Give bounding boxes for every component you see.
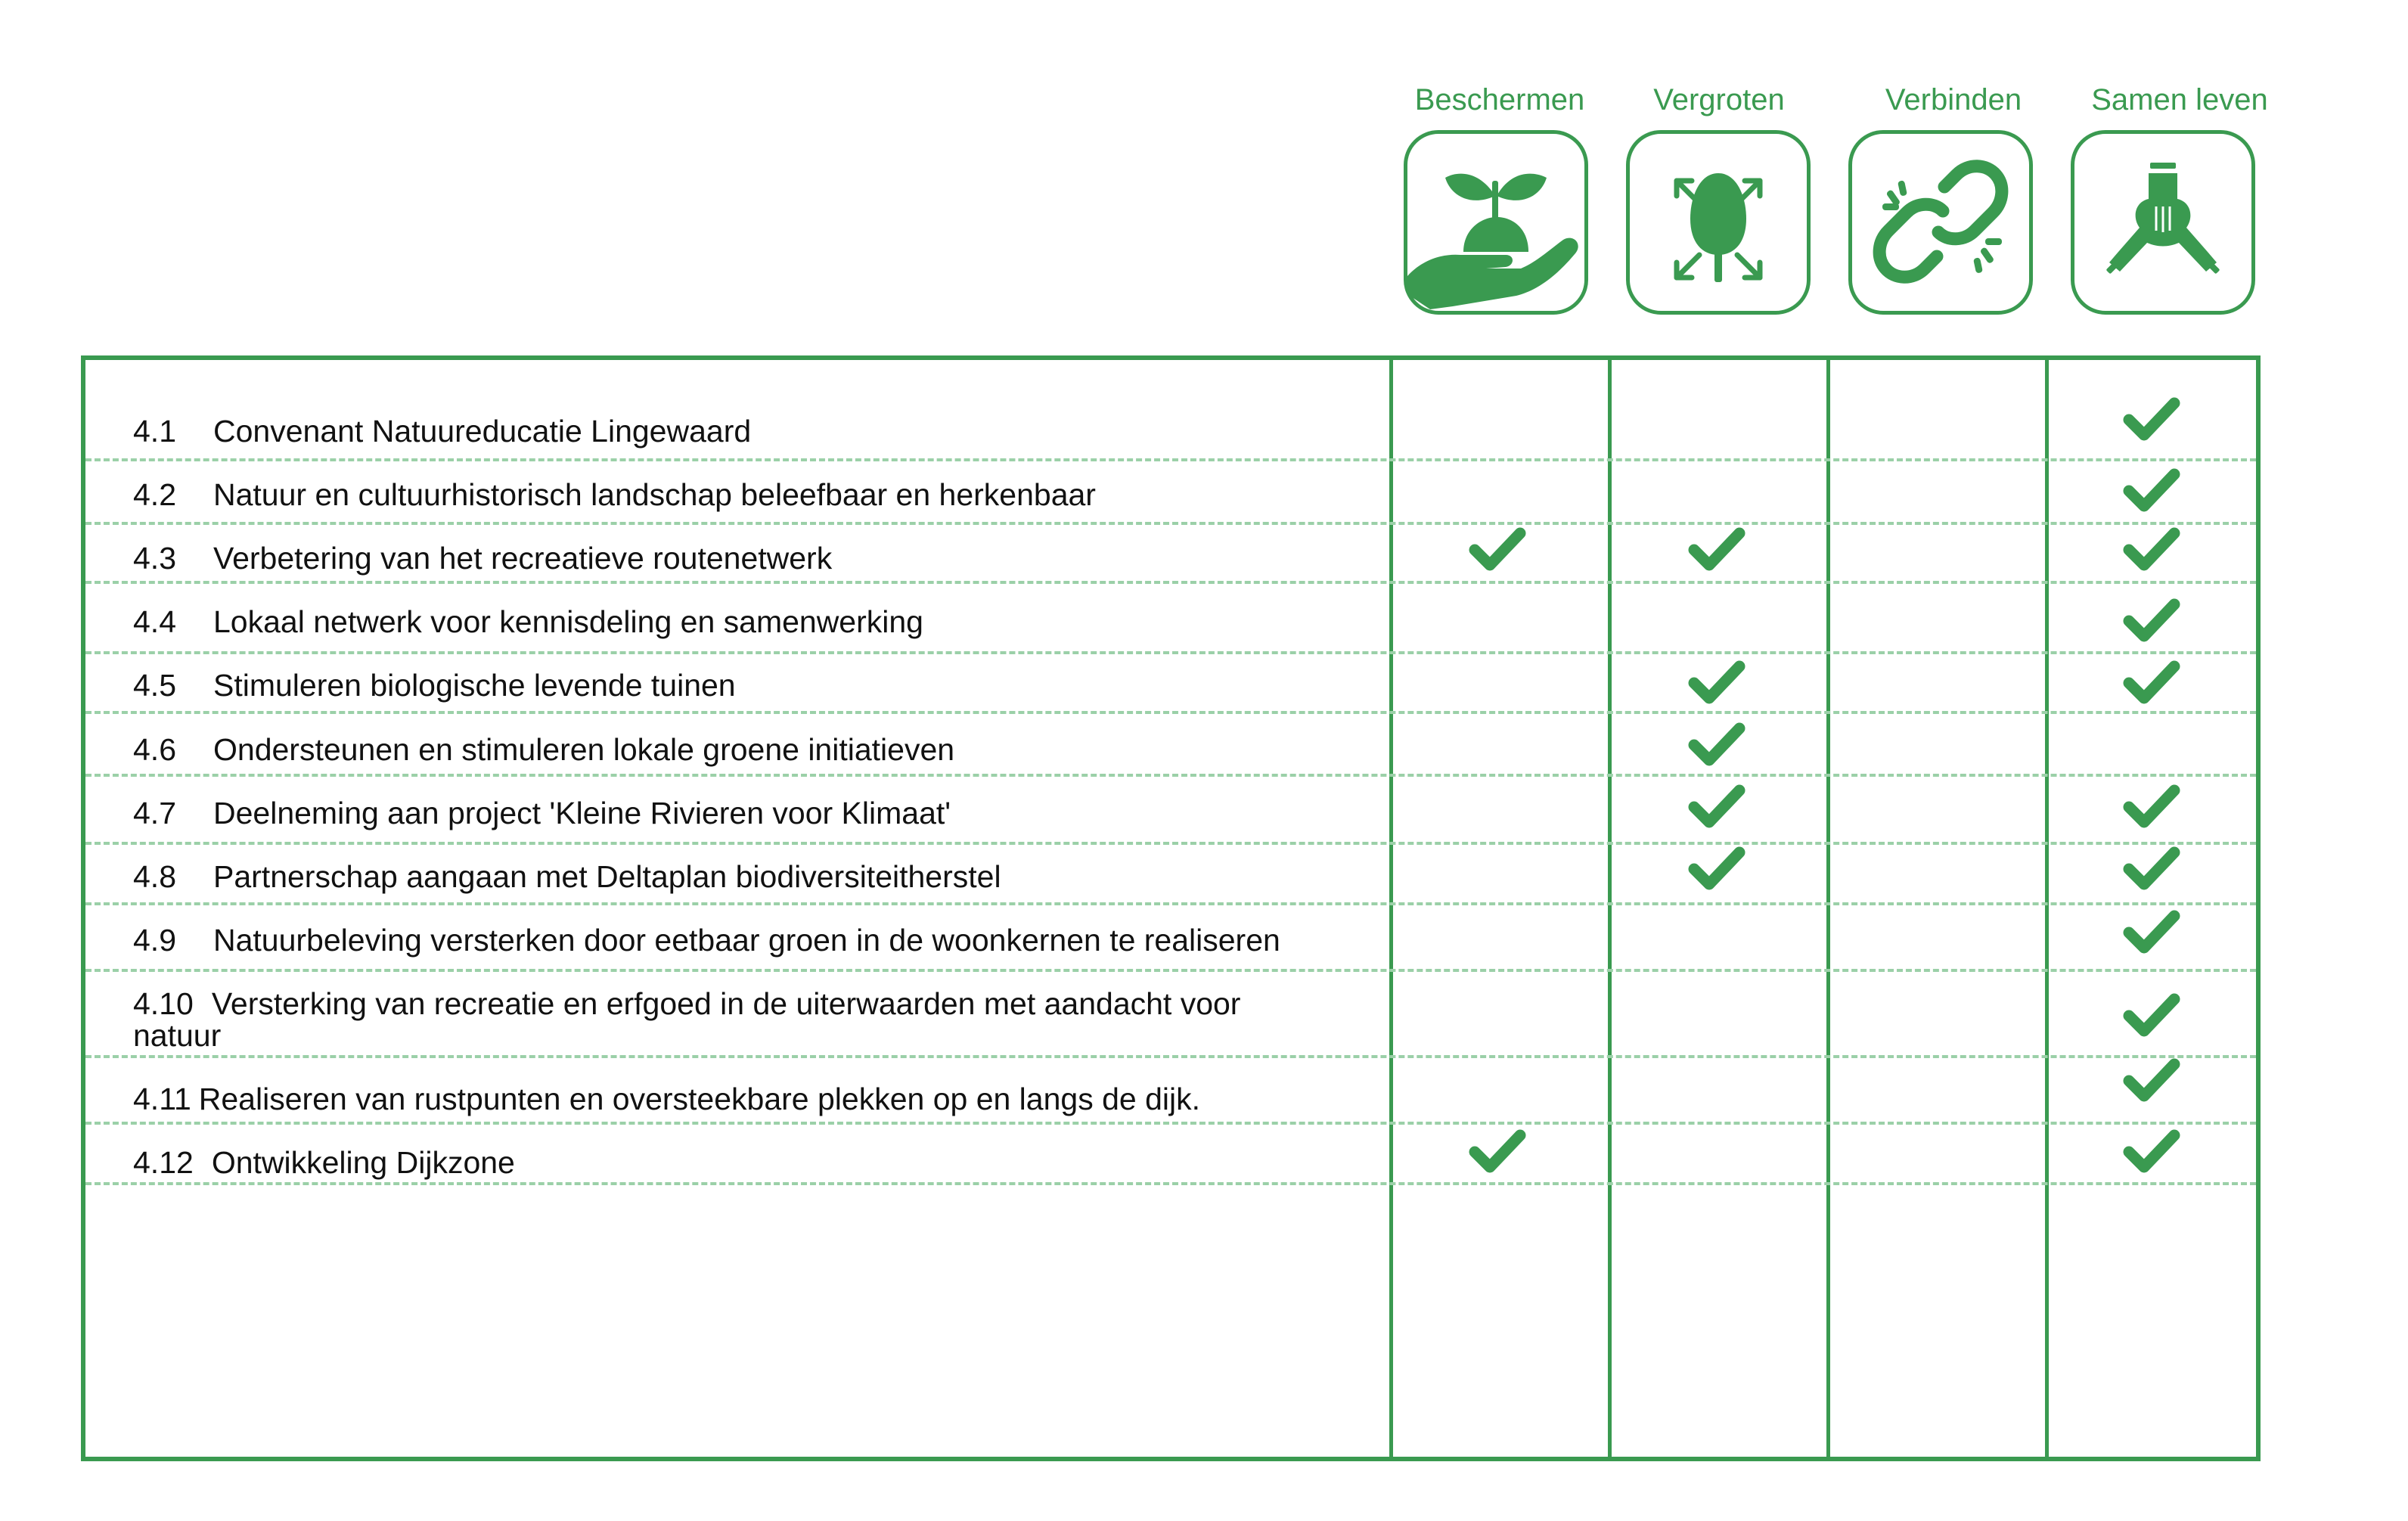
- row-number: 4.2: [133, 477, 176, 512]
- row-divider: [85, 522, 2256, 525]
- row-divider: [85, 1055, 2256, 1058]
- tree-expand-icon: [1630, 134, 1807, 311]
- check-icon: [2123, 396, 2180, 442]
- check-icon: [1688, 659, 1745, 706]
- row-divider: [85, 842, 2256, 845]
- row-text: Versterking van recreatie en erfgoed in de uiterwaarden met aandacht voor: [211, 986, 1241, 1021]
- table-row-label: [133, 542, 1389, 574]
- row-divider: [85, 1122, 2256, 1125]
- check-icon: [2123, 1128, 2180, 1175]
- icon-tile-verbinden: [1848, 130, 2033, 315]
- row-text-continued: natuur: [133, 1018, 222, 1053]
- table-row-label: [133, 861, 1389, 892]
- row-text: Realiseren van rustpunten en oversteekbare plekken op en langs de dijk.: [198, 1082, 1200, 1116]
- row-text: Convenant Natuureducatie Lingewaard: [213, 414, 752, 449]
- table-row-label: [133, 606, 1389, 638]
- row-divider: [85, 902, 2256, 905]
- table-row-label: [133, 924, 1389, 956]
- check-icon: [1688, 783, 1745, 830]
- row-text: Deelneming aan project 'Kleine Rivieren voor Klimaat': [213, 796, 951, 830]
- check-icon: [1688, 845, 1745, 892]
- check-icon: [1688, 526, 1745, 573]
- row-text: Ontwikkeling Dijkzone: [211, 1145, 515, 1180]
- row-divider: [85, 969, 2256, 972]
- row-text: Lokaal netwerk voor kennisdeling en samenwerking: [213, 604, 923, 639]
- check-icon: [2123, 845, 2180, 892]
- row-text: Stimuleren biologische levende tuinen: [213, 668, 736, 703]
- column-header-verbinden: Verbinden: [1885, 83, 2022, 116]
- row-text: Natuurbeleving versterken door eetbaar groen in de woonkernen te realiseren: [213, 923, 1280, 958]
- column-header-beschermen: Beschermen: [1414, 83, 1585, 116]
- table-row-label: [133, 415, 1389, 447]
- check-icon: [2123, 659, 2180, 706]
- row-number: 4.4: [133, 604, 176, 639]
- column-header-vergroten: Vergroten: [1653, 83, 1785, 116]
- row-number: 4.9: [133, 923, 176, 958]
- icon-tile-samen-leven: [2071, 130, 2255, 315]
- check-icon: [2123, 1057, 2180, 1104]
- row-number: 4.6: [133, 732, 176, 767]
- check-icon: [1469, 526, 1526, 573]
- stacked-hands-icon: [2074, 134, 2251, 311]
- row-divider: [85, 711, 2256, 714]
- row-divider: [85, 458, 2256, 461]
- table-row-label: [133, 1083, 1389, 1115]
- icon-tile-vergroten: [1626, 130, 1811, 315]
- row-number: 4.8: [133, 859, 176, 894]
- check-icon: [2123, 467, 2180, 514]
- row-text: Natuur en cultuurhistorisch landschap beleefbaar en herkenbaar: [213, 477, 1096, 512]
- row-text: Verbetering van het recreatieve routenetwerk: [213, 541, 833, 576]
- row-number: 4.3: [133, 541, 176, 576]
- check-icon: [1469, 1128, 1526, 1175]
- row-number: 4.7: [133, 796, 176, 830]
- chain-link-icon: [1852, 134, 2029, 311]
- table-row-label: [133, 797, 1389, 829]
- row-text: Ondersteunen en stimuleren lokale groene initiatieven: [213, 732, 955, 767]
- check-icon: [2123, 908, 2180, 955]
- icon-tile-beschermen: [1404, 130, 1588, 315]
- table-row-label: [133, 988, 1389, 1051]
- row-number: 4.5: [133, 668, 176, 703]
- table-row-label: [133, 479, 1389, 511]
- column-header-samen-leven: Samen leven: [2091, 83, 2268, 116]
- row-number: 4.1: [133, 414, 176, 449]
- row-divider: [85, 1182, 2256, 1185]
- check-icon: [2123, 992, 2180, 1038]
- table-row-label: [133, 1147, 1389, 1178]
- row-text: Partnerschap aangaan met Deltaplan biodiversiteitherstel: [213, 859, 1001, 894]
- row-divider: [85, 581, 2256, 584]
- row-number: 4.11: [133, 1082, 191, 1116]
- row-number: 4.10: [133, 986, 194, 1021]
- check-icon: [2123, 597, 2180, 644]
- row-divider: [85, 774, 2256, 777]
- table-row-label: [133, 734, 1389, 765]
- check-icon: [2123, 783, 2180, 830]
- row-divider: [85, 651, 2256, 654]
- table-row-label: [133, 669, 1389, 701]
- hand-seedling-icon: [1407, 134, 1584, 311]
- check-icon: [1688, 721, 1745, 768]
- row-number: 4.12: [133, 1145, 194, 1180]
- check-icon: [2123, 526, 2180, 573]
